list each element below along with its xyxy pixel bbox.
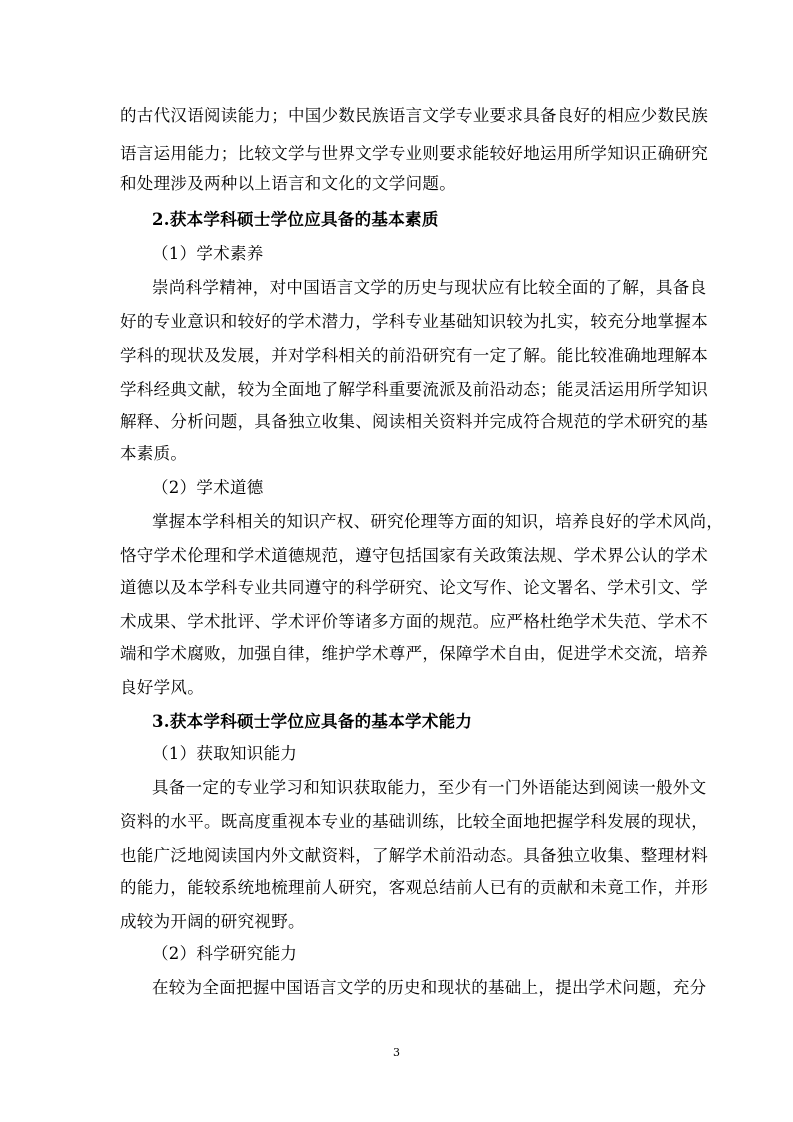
paragraph-first-line: 具备一定的专业学习和知识获取能力，至少有一门外语能达到阅读一般外文 <box>152 778 707 797</box>
body-text-line: 恪守学术伦理和学术道德规范，遵守包括国家有关政策法规、学术界公认的学术 <box>120 546 708 565</box>
body-text-line: 好的专业意识和较好的学术潜力，学科专业基础知识较为扎实，较充分地掌握本 <box>120 312 708 331</box>
paragraph-first-line: 崇尚科学精神，对中国语言文学的历史与现状应有比较全面的了解，具备良 <box>152 278 707 297</box>
body-text-line: 解释、分析问题，具备独立收集、阅读相关资料并完成符合规范的学术研究的基 <box>120 412 708 431</box>
body-text-line: 资料的水平。既高度重视本专业的基础训练，比较全面地把握学科发展的现状， <box>120 812 708 831</box>
subsection-heading: （2）学术道德 <box>152 478 264 497</box>
paragraph-first-line: 在较为全面把握中国语言文学的历史和现状的基础上，提出学术问题，充分 <box>152 978 707 997</box>
body-text-line: 本素质。 <box>120 444 188 463</box>
body-text-line: 端和学术腐败，加强自律，维护学术尊严，保障学术自由，促进学术交流，培养 <box>120 644 708 663</box>
body-text-line: 语言运用能力；比较文学与世界文学专业则要求能较好地运用所学知识正确研究 <box>120 144 708 163</box>
body-text-line: 学科的现状及发展，并对学科相关的前沿研究有一定了解。能比较准确地理解本 <box>120 346 708 365</box>
paragraph-first-line: 掌握本学科相关的知识产权、研究伦理等方面的知识，培养良好的学术风尚， <box>152 512 724 531</box>
body-text-line: 术成果、学术批评、学术评价等诸多方面的规范。应严格杜绝学术失范、学术不 <box>120 612 708 631</box>
page-number: 3 <box>393 1046 400 1059</box>
body-text-line: 的能力，能较系统地梳理前人研究，客观总结前人已有的贡献和未竟工作，并形 <box>120 878 708 897</box>
body-text-line: 道德以及本学科专业共同遵守的科学研究、论文写作、论文署名、学术引文、学 <box>120 578 708 597</box>
body-text-line: 和处理涉及两种以上语言和文化的文学问题。 <box>120 174 456 193</box>
body-text-line: 的古代汉语阅读能力；中国少数民族语言文学专业要求具备良好的相应少数民族 <box>120 106 708 125</box>
subsection-heading: （1）获取知识能力 <box>152 744 298 763</box>
body-text-line: 成较为开阔的研究视野。 <box>120 912 305 931</box>
body-text-line: 学科经典文献，较为全面地了解学科重要流派及前沿动态；能灵活运用所学知识 <box>120 380 708 399</box>
subsection-heading: （2）科学研究能力 <box>152 944 298 963</box>
body-text-line: 良好学风。 <box>120 678 204 697</box>
section-heading: 3.获本学科硕士学位应具备的基本学术能力 <box>152 712 473 731</box>
body-text-line: 也能广泛地阅读国内外文献资料，了解学术前沿动态。具备独立收集、整理材料 <box>120 846 708 865</box>
subsection-heading: （1）学术素养 <box>152 244 264 263</box>
section-heading: 2.获本学科硕士学位应具备的基本素质 <box>152 210 439 229</box>
